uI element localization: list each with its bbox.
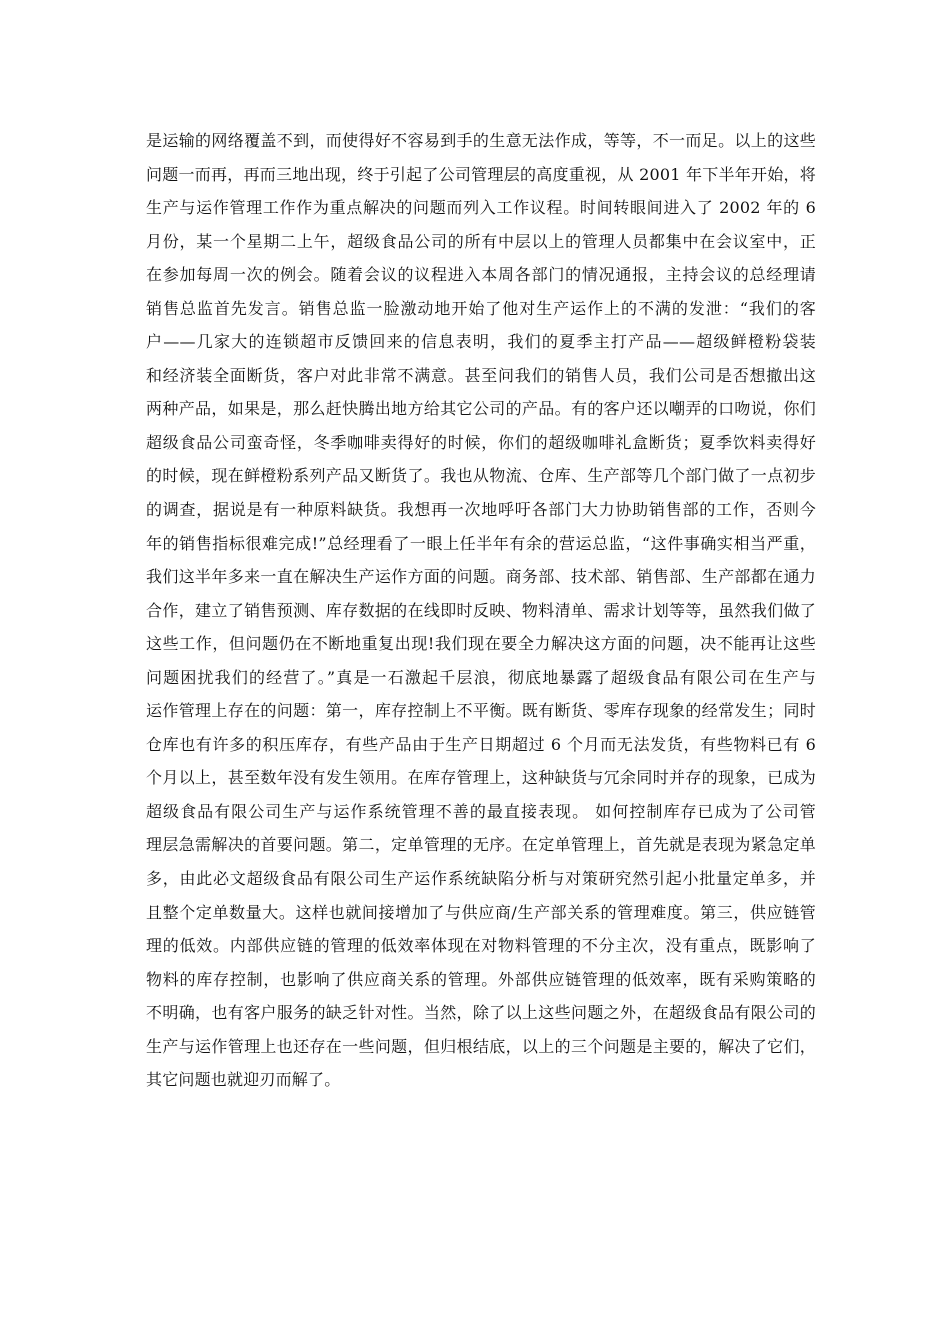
text-line: 生产与运作管理工作作为重点解决的问题而列入工作议程。时间转眼间进入了 2002 年的 6: [146, 198, 816, 218]
text-line: 户——几家大的连锁超市反馈回来的信息表明，我们的夏季主打产品——超级鲜橙粉袋装: [146, 332, 816, 352]
text-line: 理的低效。内部供应链的管理的低效率体现在对物料管理的不分主次，没有重点，既影响了: [146, 936, 816, 956]
text-line: 不明确，也有客户服务的缺乏针对性。当然，除了以上这些问题之外，在超级食品有限公司的: [146, 1003, 816, 1023]
text-line: 问题一而再，再而三地出现，终于引起了公司管理层的高度重视，从 2001 年下半年开始，将: [146, 164, 816, 184]
body-text: [146, 124, 816, 1097]
text-line: 在参加每周一次的例会。随着会议的议程进入本周各部门的情况通报，主持会议的总经理请: [146, 265, 816, 285]
text-line: 超级食品有限公司生产与运作系统管理不善的最直接表现。 如何控制库存已成为了公司管: [146, 801, 816, 821]
text-line: 销售总监首先发言。销售总监一脸激动地开始了他对生产运作上的不满的发泄：“我们的客: [146, 298, 816, 318]
text-line: 我们这半年多来一直在解决生产运作方面的问题。商务部、技术部、销售部、生产部都在通力: [146, 567, 816, 587]
text-line: 超级食品公司蛮奇怪，冬季咖啡卖得好的时候，你们的超级咖啡礼盒断货；夏季饮料卖得好: [146, 432, 816, 452]
text-line: 的调查，据说是有一种原料缺货。我想再一次地呼吁各部门大力协助销售部的工作，否则今: [146, 500, 816, 520]
text-line: 理层急需解决的首要问题。第二，定单管理的无序。在定单管理上，首先就是表现为紧急定单: [146, 835, 816, 855]
text-line: 个月以上，甚至数年没有发生领用。在库存管理上，这种缺货与冗余同时并存的现象，已成为: [146, 768, 816, 788]
text-line: 物料的库存控制，也影响了供应商关系的管理。外部供应链管理的低效率，既有采购策略的: [146, 969, 816, 989]
text-line: 两种产品，如果是，那么赶快腾出地方给其它公司的产品。有的客户还以嘲弄的口吻说，你们: [146, 399, 816, 419]
text-line: 问题困扰我们的经营了。”真是一石激起千层浪，彻底地暴露了超级食品有限公司在生产与: [146, 667, 816, 687]
text-line: 多，由此必文超级食品有限公司生产运作系统缺陷分析与对策研究然引起小批量定单多，并: [146, 869, 816, 889]
text-line: 年的销售指标很难完成!”总经理看了一眼上任半年有余的营运总监，“这件事确实相当严重，: [146, 533, 816, 553]
text-line: 且整个定单数量大。这样也就间接增加了与供应商/生产部关系的管理难度。第三，供应链管: [146, 902, 816, 922]
text-line: 是运输的网络覆盖不到，而使得好不容易到手的生意无法作成，等等，不一而足。以上的这些: [146, 131, 816, 150]
text-line: 和经济装全面断货，客户对此非常不满意。甚至问我们的销售人员，我们公司是否想撤出这: [146, 365, 816, 385]
text-line: 生产与运作管理上也还存在一些问题，但归根结底，以上的三个问题是主要的，解决了它们，: [146, 1036, 816, 1056]
text-line: 这些工作，但问题仍在不断地重复出现!我们现在要全力解决这方面的问题，决不能再让这些: [146, 634, 816, 654]
text-line: 月份，某一个星期二上午，超级食品公司的所有中层以上的管理人员都集中在会议室中，正: [146, 231, 816, 251]
text-line: 运作管理上存在的问题：第一，库存控制上不平衡。既有断货、零库存现象的经常发生；同时: [146, 701, 816, 721]
text-line: 其它问题也就迎刃而解了。: [146, 1070, 341, 1090]
text-line: 的时候，现在鲜橙粉系列产品又断货了。我也从物流、仓库、生产部等几个部门做了一点初步: [146, 466, 816, 486]
text-line: 仓库也有许多的积压库存，有些产品由于生产日期超过 6 个月而无法发货，有些物料已有 6: [146, 734, 816, 754]
text-line: 合作，建立了销售预测、库存数据的在线即时反映、物料清单、需求计划等等，虽然我们做了: [146, 600, 816, 620]
